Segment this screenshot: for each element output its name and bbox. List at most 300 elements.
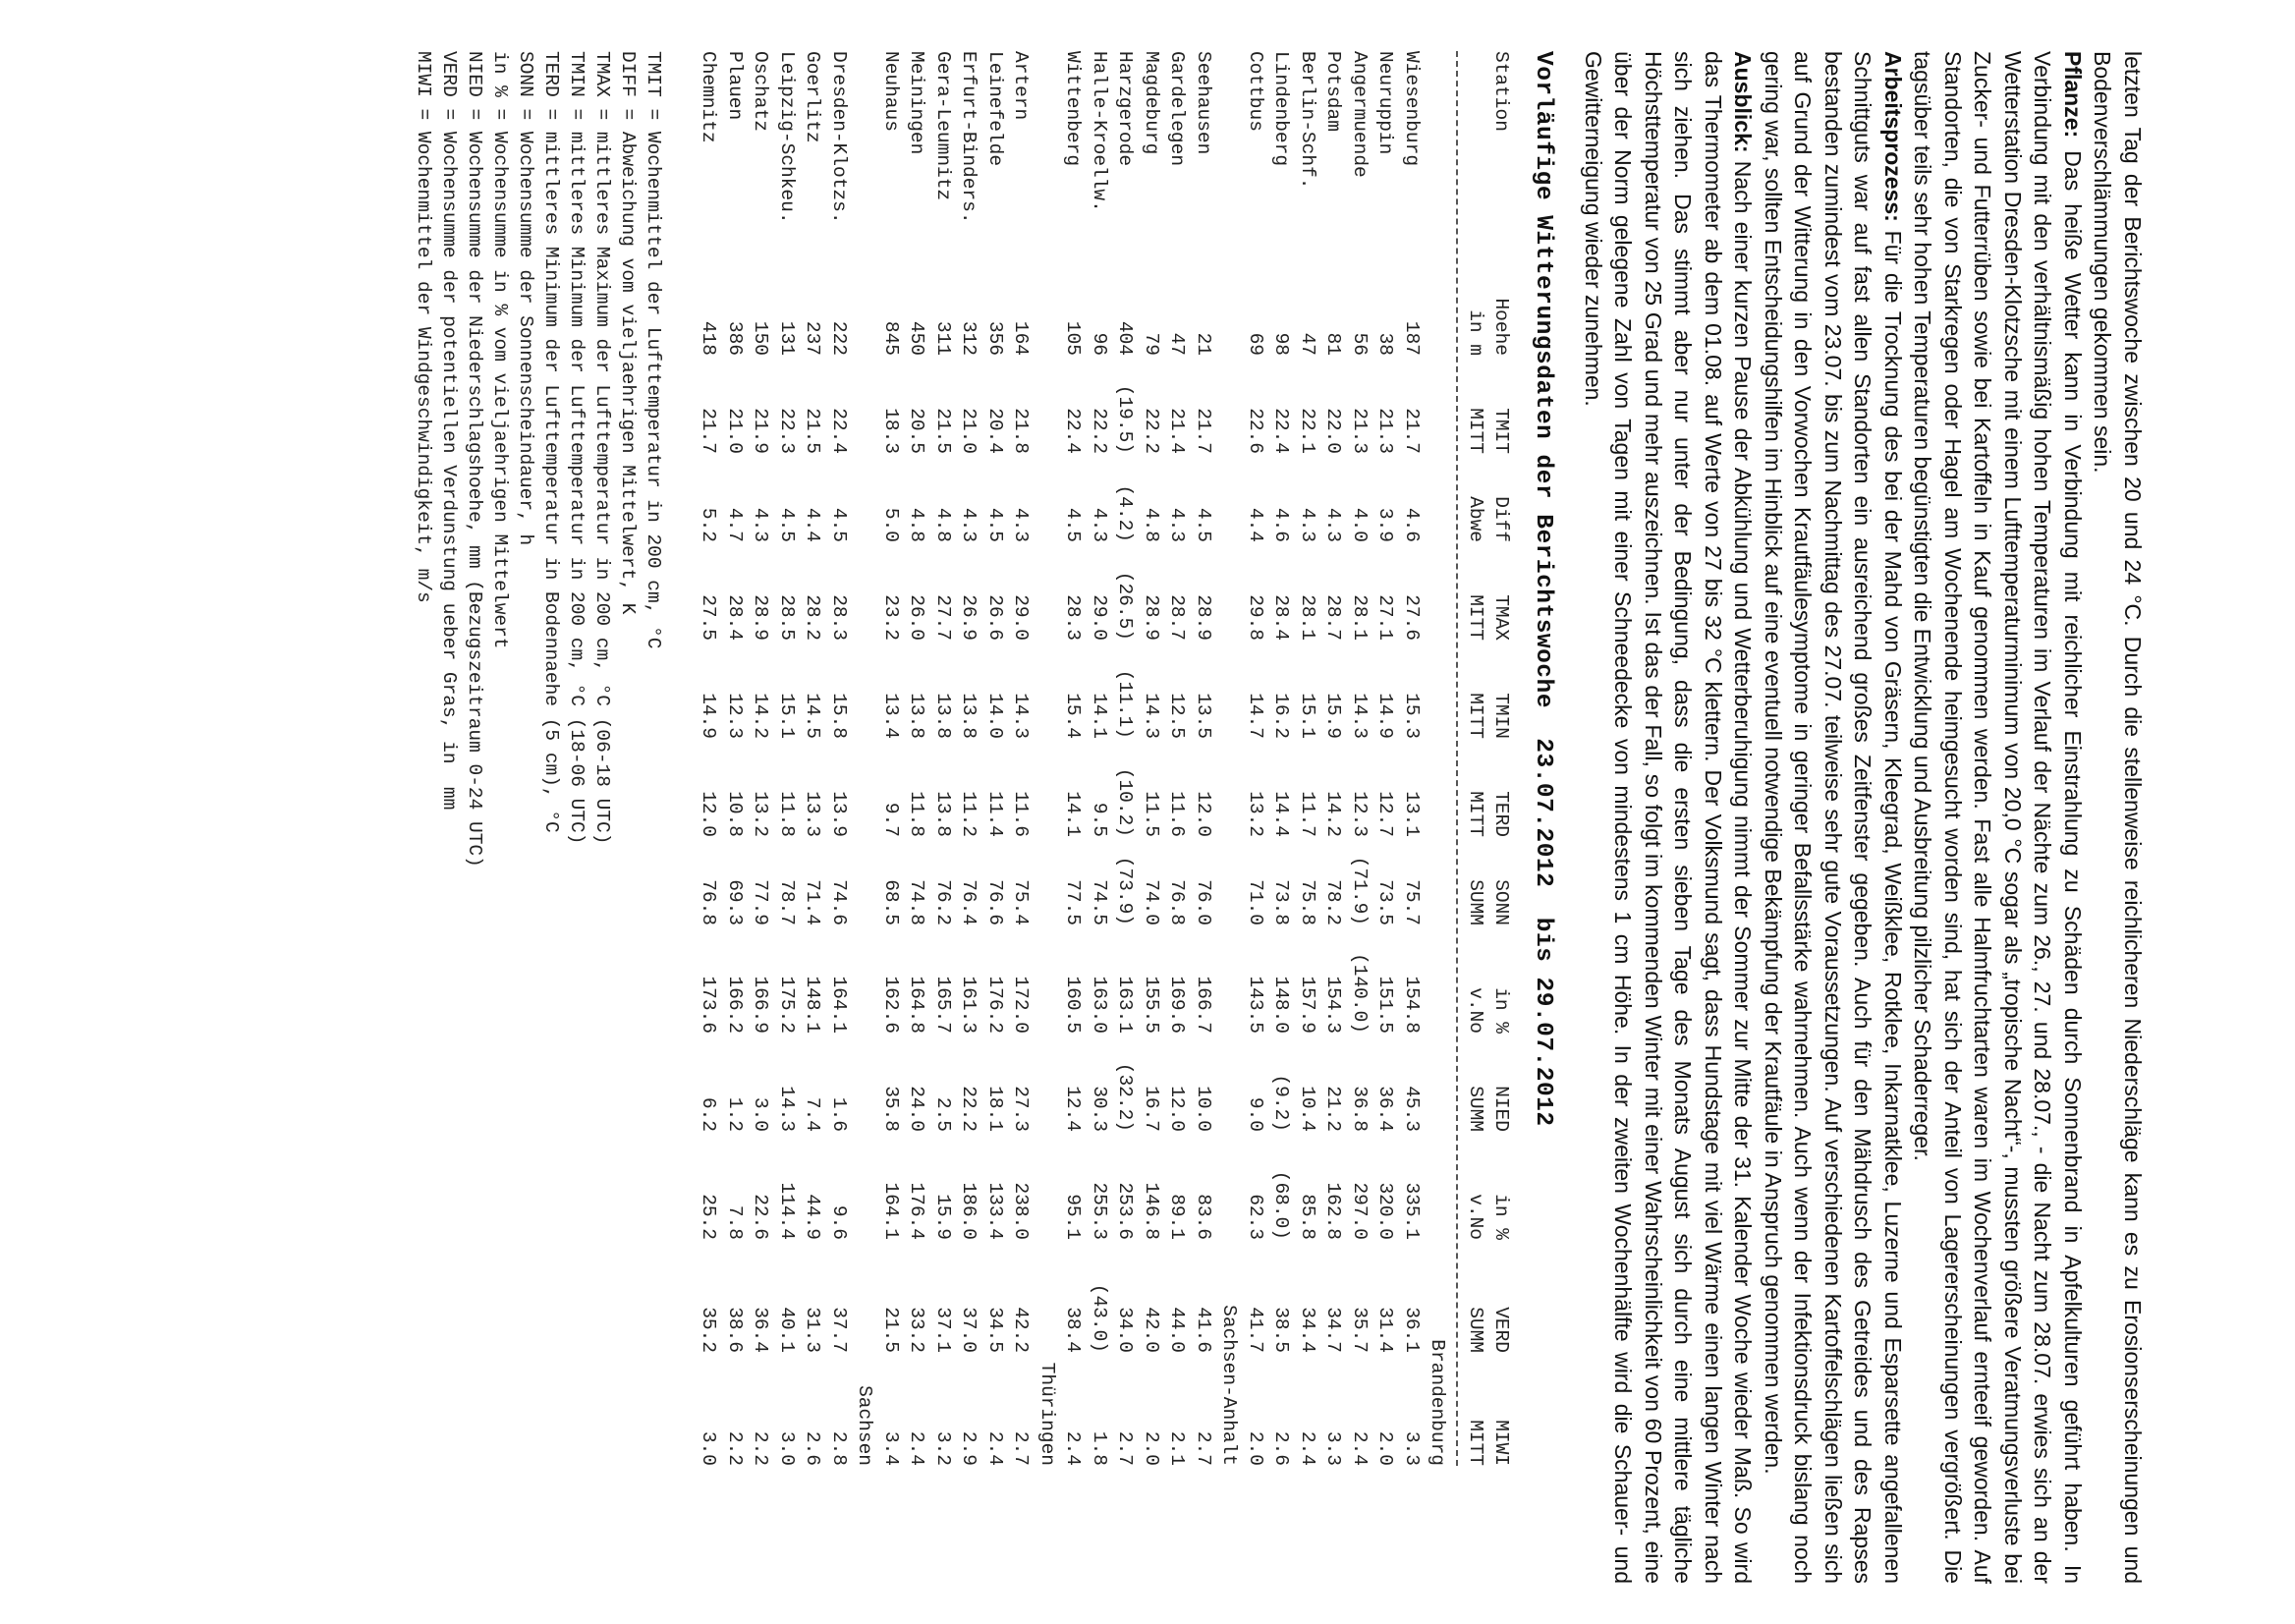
- table-cell: 255.3: [1089, 1182, 1110, 1240]
- table-cell: 21.5: [802, 408, 824, 454]
- column-header: NIED: [1490, 1086, 1513, 1132]
- table-cell: 22.3: [776, 408, 798, 454]
- table-cell: 5.0: [880, 507, 902, 542]
- table-cell: 4.5: [1193, 507, 1214, 542]
- table-cell: 2.0: [1374, 1430, 1397, 1466]
- table-cell: 14.7: [1245, 693, 1266, 739]
- table-cell: 28.5: [776, 594, 798, 641]
- table-cell: 28.9: [750, 594, 772, 641]
- table-cell: 4.3: [1322, 507, 1345, 542]
- table-cell: 13.2: [1245, 791, 1266, 837]
- table-cell: 76.2: [932, 879, 954, 925]
- table-cell: 164.8: [906, 976, 928, 1034]
- region-row: [1035, 51, 1061, 1466]
- station-name: Gardelegen: [1166, 51, 1189, 167]
- header-row-1: [1488, 51, 1515, 1466]
- table-cell: 4.3: [1297, 507, 1318, 542]
- table-cell: 13.8: [932, 791, 954, 837]
- table-cell: 2.0: [1245, 1430, 1266, 1466]
- table-cell: 74.5: [1089, 879, 1110, 925]
- table-row: [696, 51, 722, 1466]
- table-cell: 2.7: [1010, 1430, 1033, 1466]
- table-row: [722, 51, 749, 1466]
- table-cell: 4.5: [1062, 507, 1085, 542]
- paragraph-pflanze: [1908, 51, 2088, 1584]
- table-cell: 2.7: [1193, 1430, 1214, 1466]
- table-cell: 3.0: [698, 1430, 720, 1466]
- legend: [411, 51, 666, 1584]
- table-cell: 7.4: [802, 1096, 824, 1132]
- table-cell: 47: [1166, 332, 1189, 356]
- legend-item: TMAX = mittleres Maximum der Lufttemperatur in 200 cm, °C (06-18 UTC): [591, 51, 613, 845]
- table-cell: 4.5: [776, 507, 798, 542]
- table-cell: 45.3: [1401, 1086, 1423, 1132]
- table-row: [1268, 51, 1295, 1466]
- weather-table: [696, 51, 1515, 1466]
- table-cell: 2.2: [724, 1430, 746, 1466]
- table-cell: 9.5: [1089, 802, 1110, 837]
- region-label: Sachsen-Anhalt: [1218, 1305, 1241, 1466]
- table-row: [1112, 51, 1139, 1466]
- table-cell: 15.9: [1322, 693, 1345, 739]
- table-row: [930, 51, 957, 1466]
- column-subheader: v.No: [1465, 1194, 1486, 1240]
- table-cell: 13.2: [750, 791, 772, 837]
- table-row: [1164, 51, 1191, 1466]
- table-cell: 161.3: [958, 976, 980, 1034]
- table-cell: 164.1: [880, 1182, 902, 1240]
- table-cell: 34.4: [1297, 1307, 1318, 1353]
- table-cell: 27.7: [932, 594, 954, 641]
- paragraph-ausblick-text: Nach einer kurzen Pause der Abkühlung und Wetterberuhigung nimmt der Sommer zur Mitte der 31. Kalender Woche wieder Maß. So wird das Thermometer ab dem 01.08. auf Werte von 27 bis 32 °C klettern. Der Volksmund sagt, dass Hundstage mit viel Wärme einen langen Winter nach sich ziehen. Das stimmt aber nur unter der Bedingung, dass die ersten sieben Tage des Monats August sich durch eine mittlere tägliche Höchsttemperatur von 25 Grad und mehr auszeichnen. Ist das der Fall, so folgt im kommenden Winter mit einer Wahrscheinlichkeit von 60 Prozent, eine über der Norm gelegene Zahl von Tagen mit einer Schneedecke von mindestens 1 cm Höhe. In der zweiten Wochenhälfte wird die Schauer- und Gewitterneigung wieder zunehmen.: [1581, 51, 1757, 1584]
- table-cell: (32.2): [1114, 1062, 1137, 1132]
- region-label: Brandenburg: [1427, 1339, 1449, 1466]
- table-cell: 21.3: [1349, 408, 1371, 454]
- table-cell: 76.6: [984, 879, 1006, 925]
- table-cell: 20.4: [984, 408, 1006, 454]
- table-cell: 297.0: [1349, 1182, 1371, 1240]
- table-row: [1191, 51, 1217, 1466]
- table-cell: 42.2: [1010, 1307, 1033, 1353]
- table-cell: 28.1: [1349, 594, 1371, 641]
- table-cell: 11.6: [1166, 791, 1189, 837]
- station-name: Potsdam: [1322, 51, 1345, 132]
- table-cell: 78.7: [776, 879, 798, 925]
- table-cell: (140.0): [1349, 953, 1371, 1034]
- table-cell: 69: [1245, 332, 1266, 356]
- table-cell: 187: [1401, 320, 1423, 356]
- table-cell: 166.9: [750, 976, 772, 1034]
- region-label: Sachsen: [854, 1385, 876, 1466]
- station-name: Plauen: [724, 51, 746, 121]
- table-cell: (71.9): [1349, 856, 1371, 925]
- table-cell: 14.1: [1062, 791, 1085, 837]
- table-cell: 14.5: [802, 693, 824, 739]
- column-header: SONN: [1490, 879, 1513, 925]
- column-subheader: MITT: [1465, 408, 1486, 454]
- table-cell: 22.2: [1089, 408, 1110, 454]
- table-cell: 29.0: [1010, 594, 1033, 641]
- table-cell: 9.6: [828, 1204, 850, 1240]
- table-row: [878, 51, 905, 1466]
- table-cell: 12.0: [1193, 791, 1214, 837]
- table-cell: 2.9: [958, 1430, 980, 1466]
- report-text: [1579, 51, 2149, 1584]
- table-cell: 1.6: [828, 1096, 850, 1132]
- station-name: Berlin-Schf.: [1297, 51, 1318, 190]
- table-row: [1372, 51, 1399, 1466]
- table-cell: 21.0: [958, 408, 980, 454]
- table-cell: 173.6: [698, 976, 720, 1034]
- table-cell: 186.0: [958, 1182, 980, 1240]
- table-cell: 22.2: [958, 1086, 980, 1132]
- table-cell: 16.7: [1141, 1086, 1162, 1132]
- table-cell: 30.3: [1089, 1086, 1110, 1132]
- table-title: Vorläufige Witterungsdaten der Berichtswoche 23.07.2012 bis 29.07.2012: [1530, 51, 1557, 1127]
- table-cell: 73.5: [1374, 879, 1397, 925]
- table-cell: 75.8: [1297, 879, 1318, 925]
- legend-item: VERD = Wochensumme der potentiellen Verdunstung ueber Gras, in mm: [438, 51, 460, 811]
- table-cell: 160.5: [1062, 976, 1085, 1034]
- table-cell: 14.1: [1089, 693, 1110, 739]
- table-cell: 7.8: [724, 1204, 746, 1240]
- table-row: [956, 51, 982, 1466]
- table-cell: 36.8: [1349, 1086, 1371, 1132]
- table-cell: 335.1: [1401, 1182, 1423, 1240]
- table-cell: 12.0: [698, 791, 720, 837]
- table-cell: 157.9: [1297, 976, 1318, 1034]
- column-header: Station: [1490, 51, 1513, 132]
- table-cell: 81: [1322, 332, 1345, 356]
- table-row: [748, 51, 774, 1466]
- table-cell: 4.0: [1349, 507, 1371, 542]
- table-cell: 14.2: [750, 693, 772, 739]
- station-name: Meiningen: [906, 51, 928, 155]
- table-cell: 31.4: [1374, 1307, 1397, 1353]
- table-cell: 22.6: [1245, 408, 1266, 454]
- table-cell: 22.4: [828, 408, 850, 454]
- table-cell: 98: [1270, 332, 1293, 356]
- table-cell: 164.1: [828, 976, 850, 1034]
- table-cell: 13.8: [906, 693, 928, 739]
- table-cell: 21.0: [724, 408, 746, 454]
- header-row-2: [1463, 51, 1489, 1466]
- table-cell: 2.4: [1297, 1430, 1318, 1466]
- table-cell: 13.4: [880, 693, 902, 739]
- table-cell: 68.5: [880, 879, 902, 925]
- station-name: Angermuende: [1349, 51, 1371, 178]
- table-cell: 14.4: [1270, 791, 1293, 837]
- table-cell: 21.3: [1374, 408, 1397, 454]
- table-cell: 164: [1010, 320, 1033, 356]
- table-cell: 404: [1114, 320, 1137, 356]
- table-cell: 162.8: [1322, 1182, 1345, 1240]
- paragraph-intro: [2088, 51, 2148, 1584]
- table-cell: 14.2: [1322, 791, 1345, 837]
- column-header: in %: [1490, 1194, 1513, 1240]
- table-cell: 22.1: [1297, 408, 1318, 454]
- paragraph-ausblick: [1579, 51, 1759, 1584]
- table-cell: 148.0: [1270, 976, 1293, 1034]
- table-cell: 2.7: [1114, 1430, 1137, 1466]
- table-cell: (4.2): [1114, 484, 1137, 542]
- table-cell: 14.9: [1374, 693, 1397, 739]
- legend-item: TERD = mittleres Minimum der Lufttemperatur in Bodennaehe (5 cm), °C: [540, 51, 562, 833]
- table-row: [1320, 51, 1347, 1466]
- table-cell: 77.9: [750, 879, 772, 925]
- table-cell: 37.0: [958, 1307, 980, 1353]
- column-header: TMAX: [1490, 594, 1513, 641]
- table-cell: 386: [724, 320, 746, 356]
- table-cell: 4.3: [958, 507, 980, 542]
- table-cell: (26.5): [1114, 571, 1137, 641]
- paragraph-pflanze-text: Das heiße Wetter kann in Verbindung mit reichlicher Einstrahlung zu Schäden durch Sonnenbrand in Apfelkulturen geführt haben. In Verbindung mit den verhältnismäßig hohen Temperaturen im Verlauf der Nächte zum 26., 27. und 28.07., - die Nacht zum 28.07. erwies sich an der Wetterstation Dresden-Klotzsche mit einem Lufttemperaturminimum von 20,0 °C sogar als „tropische Nacht“-, mussten größere Veratmungsverluste bei Zucker- und Futterrüben sowie bei Kartoffeln in Kauf genommen werden. Fast alle Halmfruchtarten waren im Wochenverlauf ernteeif geworden. Auf Standorten, die von Starkregen oder Hagel am Wochenende heimgesucht worden sind, hat sich der Anteil von Lagererscheinungen vergrößert. Die tagsüber teils sehr hohen Temperaturen begünstigten die Entwicklung und Ausbreitung pilzlicher Schaderreger.: [1910, 51, 2086, 1584]
- table-row: [1087, 51, 1113, 1466]
- table-cell: 11.8: [776, 791, 798, 837]
- region-row: [852, 51, 878, 1466]
- table-row: [1139, 51, 1165, 1466]
- table-cell: 40.1: [776, 1307, 798, 1353]
- table-cell: 21: [1193, 332, 1214, 356]
- table-cell: 15.1: [776, 693, 798, 739]
- table-cell: 71.4: [802, 879, 824, 925]
- table-cell: 26.9: [958, 594, 980, 641]
- table-cell: 22.2: [1141, 408, 1162, 454]
- table-cell: 311: [932, 320, 954, 356]
- station-name: Seehausen: [1193, 51, 1214, 155]
- table-cell: 28.1: [1297, 594, 1318, 641]
- column-header: TMIT: [1490, 408, 1513, 454]
- table-cell: 1.8: [1089, 1430, 1110, 1466]
- table-cell: 3.0: [750, 1096, 772, 1132]
- table-cell: 27.1: [1374, 594, 1397, 641]
- table-cell: 2.5: [932, 1096, 954, 1132]
- table-cell: 15.3: [1401, 693, 1423, 739]
- table-cell: 15.9: [932, 1194, 954, 1240]
- table-row: [1008, 51, 1035, 1466]
- table-cell: 34.7: [1322, 1307, 1345, 1353]
- column-subheader: MITT: [1465, 791, 1486, 837]
- table-cell: 165.7: [932, 976, 954, 1034]
- table-cell: 22.6: [750, 1194, 772, 1240]
- table-cell: 2.8: [828, 1430, 850, 1466]
- table-cell: 29.0: [1089, 594, 1110, 641]
- table-cell: 12.3: [1349, 791, 1371, 837]
- table-cell: 163.0: [1089, 976, 1110, 1034]
- table-cell: 85.8: [1297, 1194, 1318, 1240]
- table-cell: 4.8: [1141, 507, 1162, 542]
- table-cell: 74.0: [1141, 879, 1162, 925]
- table-cell: 76.8: [1166, 879, 1189, 925]
- column-subheader: v.No: [1465, 987, 1486, 1034]
- table-row: [1399, 51, 1426, 1466]
- table-row: [1295, 51, 1321, 1466]
- table-cell: 14.3: [1349, 693, 1371, 739]
- table-cell: 16.2: [1270, 693, 1293, 739]
- legend-item: MIWI = Wochenmittel der Windgeschwindigkeit, m/s: [413, 51, 434, 603]
- table-cell: 75.7: [1401, 879, 1423, 925]
- table-cell: 31.3: [802, 1307, 824, 1353]
- table-cell: 253.6: [1114, 1182, 1137, 1240]
- table-cell: 9.0: [1245, 1096, 1266, 1132]
- column-subheader: SUMM: [1465, 1086, 1486, 1132]
- table-cell: 56: [1349, 332, 1371, 356]
- table-cell: 10.0: [1193, 1086, 1214, 1132]
- legend-item: in % = Wochensumme in % vom vieljaehrigen Mittelwert: [489, 51, 511, 649]
- table-row: [1347, 51, 1373, 1466]
- column-subheader: [1463, 51, 1489, 257]
- table-cell: 4.4: [802, 507, 824, 542]
- table-cell: 154.8: [1401, 976, 1423, 1034]
- station-name: Neuhaus: [880, 51, 902, 132]
- column-header: in %: [1490, 987, 1513, 1034]
- table-cell: 83.6: [1193, 1194, 1214, 1240]
- table-cell: 237: [802, 320, 824, 356]
- station-name: Harzgerode: [1114, 51, 1137, 167]
- station-name: Artern: [1010, 51, 1033, 121]
- legend-item: TMIN = mittleres Minimum der Lufttemperatur in 200 cm, °C (18-06 UTC): [566, 51, 588, 845]
- table-cell: 3.4: [880, 1430, 902, 1466]
- table-row: [826, 51, 853, 1466]
- table-cell: 35.7: [1349, 1307, 1371, 1353]
- column-header: MIWI: [1490, 1420, 1513, 1466]
- table-cell: 22.0: [1322, 408, 1345, 454]
- table-cell: 95.1: [1062, 1194, 1085, 1240]
- station-name: Halle-Kroellw.: [1089, 51, 1110, 212]
- table-cell: 26.0: [906, 594, 928, 641]
- table-cell: 23.2: [880, 594, 902, 641]
- table-cell: 21.9: [750, 408, 772, 454]
- paragraph-arbeitsprozess: [1759, 51, 1909, 1584]
- table-cell: 37.7: [828, 1307, 850, 1353]
- table-cell: 22.4: [1062, 408, 1085, 454]
- paragraph-pflanze-label: Pflanze:: [2060, 51, 2086, 139]
- table-cell: 44.9: [802, 1194, 824, 1240]
- table-cell: 35.2: [698, 1307, 720, 1353]
- table-cell: 12.0: [1166, 1086, 1189, 1132]
- legend-item: NIED = Wochensumme der Niederschlagshoehe, mm (Bezugszeitraum 0-24 UTC): [464, 51, 485, 868]
- table-cell: 2.4: [906, 1430, 928, 1466]
- column-subheader: Abwe: [1465, 496, 1486, 542]
- table-cell: 21.7: [1401, 408, 1423, 454]
- legend-item: TMIT = Wochenmittel der Lufttemperatur in 200 cm, °C: [643, 51, 664, 649]
- table-cell: (9.2): [1270, 1074, 1293, 1132]
- table-cell: 96: [1089, 332, 1110, 356]
- table-cell: 10.4: [1297, 1086, 1318, 1132]
- table-cell: 238.0: [1010, 1182, 1033, 1240]
- paragraph-intro-text: letzten Tag der Berichtswoche zwischen 20 und 24 °C. Durch die stellenweise reichlicheren Niederschläge kann es zu Erosionserscheinungen und Bodenverschlämmungen gekommen sein.: [2090, 51, 2146, 1584]
- table-cell: 38.5: [1270, 1307, 1293, 1353]
- table-cell: 28.4: [724, 594, 746, 641]
- table-cell: 166.2: [724, 976, 746, 1034]
- column-header: TERD: [1490, 791, 1513, 837]
- table-cell: 418: [698, 320, 720, 356]
- table-cell: 154.3: [1322, 976, 1345, 1034]
- table-cell: 21.7: [1193, 408, 1214, 454]
- legend-item: DIFF = Abweichung vom vieljaehrigen Mittelwert, K: [617, 51, 639, 615]
- table-cell: 22.4: [1270, 408, 1293, 454]
- table-cell: 2.4: [1349, 1430, 1371, 1466]
- table-cell: 12.5: [1166, 693, 1189, 739]
- table-cell: 162.6: [880, 976, 902, 1034]
- table-cell: 21.8: [1010, 408, 1033, 454]
- table-cell: (11.1): [1114, 669, 1137, 739]
- station-name: Goerlitz: [802, 51, 824, 143]
- table-cell: 20.5: [906, 408, 928, 454]
- table-cell: 27.6: [1401, 594, 1423, 641]
- table-row: [774, 51, 801, 1466]
- table-cell: 35.8: [880, 1086, 902, 1132]
- table-cell: 4.5: [828, 507, 850, 542]
- table-cell: 9.7: [880, 802, 902, 837]
- table-row: [1243, 51, 1269, 1466]
- station-name: Leinefelde: [984, 51, 1006, 167]
- table-cell: 28.7: [1322, 594, 1345, 641]
- table-cell: 14.3: [1010, 693, 1033, 739]
- table-cell: 71.0: [1245, 879, 1266, 925]
- table-cell: 11.6: [1010, 791, 1033, 837]
- region-row: [1216, 51, 1243, 1466]
- table-cell: 163.1: [1114, 976, 1137, 1034]
- table-cell: 34.0: [1114, 1307, 1137, 1353]
- table-cell: 2.4: [984, 1430, 1006, 1466]
- table-cell: 44.0: [1166, 1307, 1189, 1353]
- table-cell: 105: [1062, 320, 1085, 356]
- table-cell: 36.1: [1401, 1307, 1423, 1353]
- table-cell: 28.4: [1270, 594, 1293, 641]
- table-cell: 21.2: [1322, 1086, 1345, 1132]
- table-cell: 14.3: [1141, 693, 1162, 739]
- station-name: Oschatz: [750, 51, 772, 132]
- column-header: Diff: [1490, 496, 1513, 542]
- table-cell: 13.1: [1401, 791, 1423, 837]
- table-row: [1060, 51, 1087, 1466]
- table-cell: 21.5: [880, 1307, 902, 1353]
- table-cell: 89.1: [1166, 1194, 1189, 1240]
- table-cell: 176.2: [984, 976, 1006, 1034]
- station-name: Erfurt-Binders.: [958, 51, 980, 224]
- column-subheader: MITT: [1465, 693, 1486, 739]
- table-cell: 26.6: [984, 594, 1006, 641]
- table-cell: 28.9: [1141, 594, 1162, 641]
- dashed-divider: [1457, 51, 1459, 1466]
- table-cell: 2.6: [802, 1430, 824, 1466]
- table-cell: 151.5: [1374, 976, 1397, 1034]
- table-cell: 4.7: [724, 507, 746, 542]
- table-cell: (73.9): [1114, 856, 1137, 925]
- station-name: Lindenberg: [1270, 51, 1293, 167]
- column-subheader: SUMM: [1465, 879, 1486, 925]
- table-cell: 69.3: [724, 879, 746, 925]
- table-cell: 11.8: [906, 791, 928, 837]
- table-cell: 150: [750, 320, 772, 356]
- table-cell: 4.4: [1245, 507, 1266, 542]
- table-cell: 41.7: [1245, 1307, 1266, 1353]
- table-cell: 133.4: [984, 1182, 1006, 1240]
- table-cell: 4.6: [1401, 507, 1423, 542]
- table-cell: 38.6: [724, 1307, 746, 1353]
- station-name: Leipzig-Schkeu.: [776, 51, 798, 224]
- table-cell: 38: [1374, 332, 1397, 356]
- table-cell: 2.0: [1141, 1430, 1162, 1466]
- table-cell: 320.0: [1374, 1182, 1397, 1240]
- table-cell: 28.2: [802, 594, 824, 641]
- table-cell: 41.6: [1193, 1307, 1214, 1353]
- table-cell: 36.4: [1374, 1086, 1397, 1132]
- table-cell: 37.1: [932, 1307, 954, 1353]
- table-cell: 13.3: [802, 791, 824, 837]
- table-cell: 74.6: [828, 879, 850, 925]
